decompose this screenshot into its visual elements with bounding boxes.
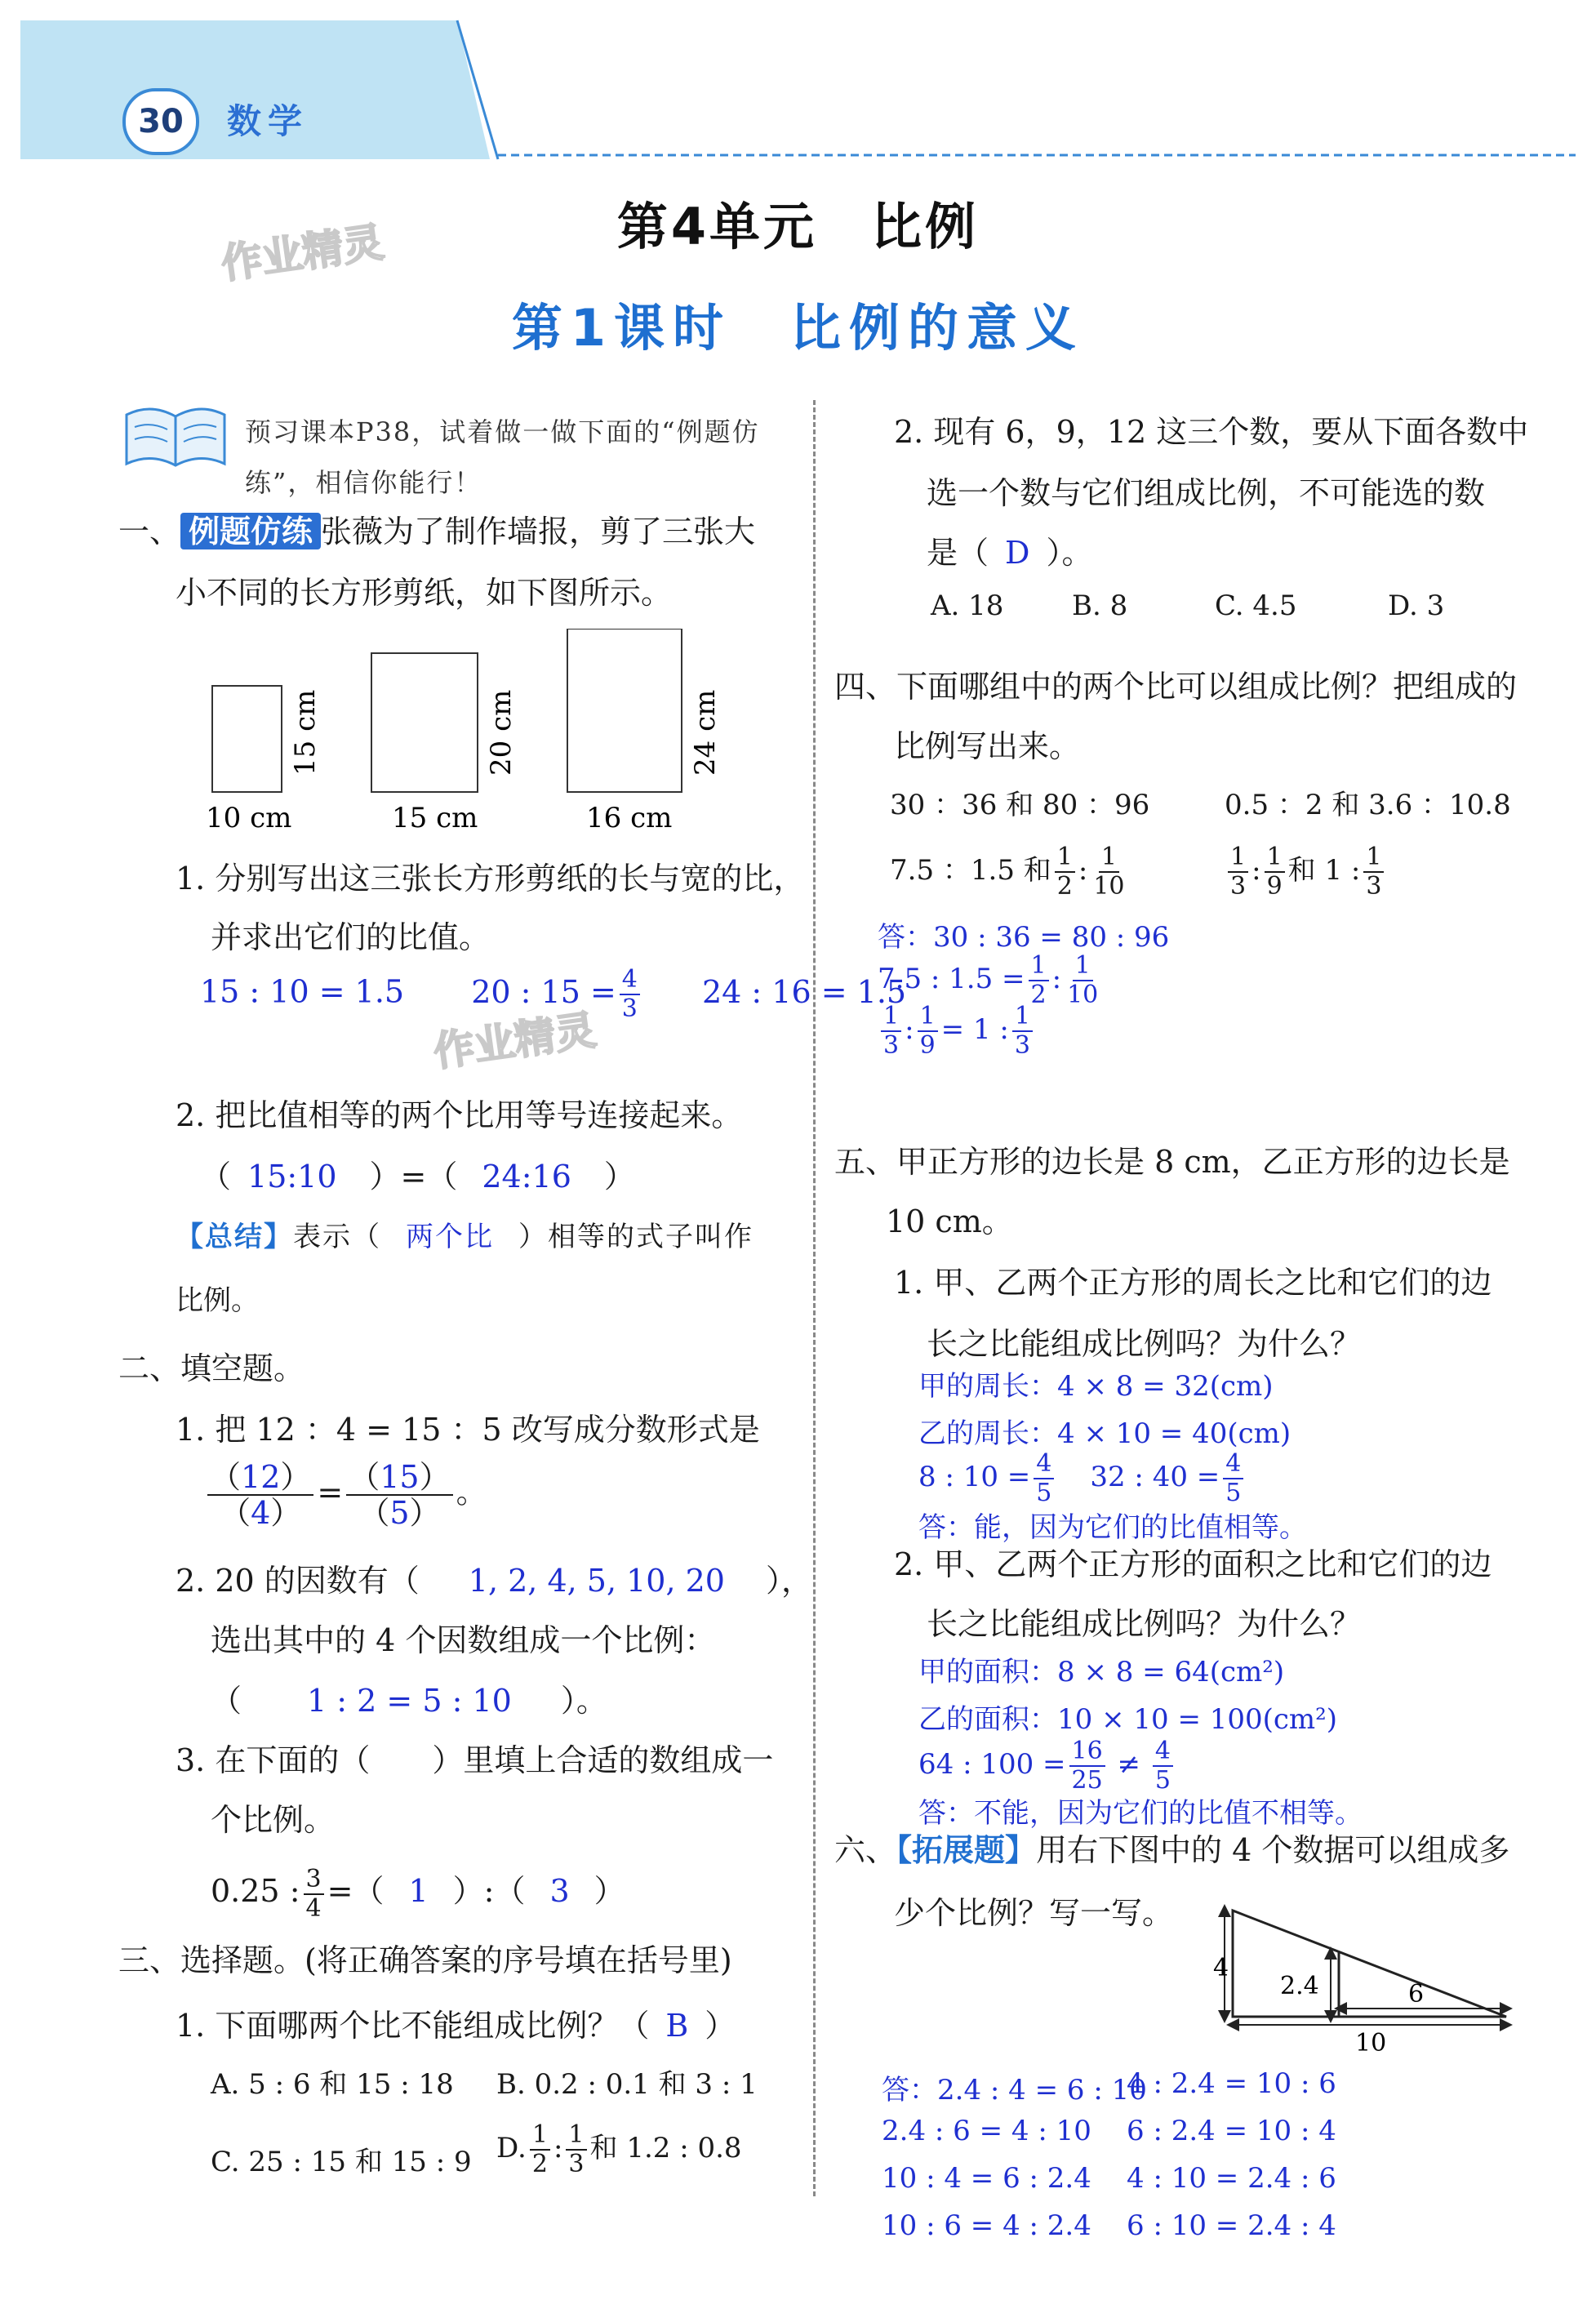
q4-answer2: 7.5 : 1.5 = $\frac{1}{2}$ : $\frac{1}{10}$ bbox=[878, 951, 1099, 1009]
fig-value-6: 6 bbox=[1408, 1980, 1425, 2009]
q1-tag: 例题仿练 bbox=[180, 513, 321, 549]
q1-sub1-line2: 并求出它们的比值。 bbox=[211, 919, 491, 955]
q2-heading: 二、填空题。 bbox=[118, 1350, 305, 1386]
subject-label: 数学 bbox=[227, 101, 309, 141]
q2-sub2-line2: 选出其中的 4 个因数组成一个比例： bbox=[211, 1622, 716, 1658]
q2-sub2-answer: （ 1 : 2 = 5 : 10 ）。 bbox=[211, 1683, 607, 1719]
q6-heading: 六、【拓展题】用右下图中的 4 个数据可以组成多 bbox=[834, 1831, 1510, 1868]
q4-group1: 30 ：36 和 80 ：96 bbox=[890, 789, 1150, 821]
q5-sub2-line1: 2. 甲、乙两个正方形的面积之比和它们的边 bbox=[894, 1546, 1492, 1582]
q1-sub2: 2. 把比值相等的两个比用等号连接起来。 bbox=[176, 1097, 743, 1133]
rect-small-width: 10 cm bbox=[206, 802, 292, 834]
q2-sub3-answer: 0.25 : $\frac{3}{4}$ =（ 1 ）:（ 3 ） bbox=[211, 1864, 625, 1923]
answer-ratio-c: 24 : 16 = 1.5 bbox=[701, 973, 907, 1010]
q3-sub1: 1. 下面哪两个比不能组成比例？（ B ） bbox=[176, 2008, 736, 2044]
page-number: 30 bbox=[122, 88, 199, 155]
rect-medium-width: 15 cm bbox=[392, 802, 478, 834]
q5-b1: 甲的面积：8 × 8 = 64(cm²) bbox=[918, 1656, 1285, 1688]
q3-sub2-line1: 2. 现有 6，9，12 这三个数，要从下面各数中 bbox=[894, 414, 1529, 450]
triangle-figure bbox=[1208, 1894, 1518, 2058]
q4-group2: 0.5 ：2 和 3.6 ：10.8 bbox=[1225, 789, 1511, 821]
lesson-title: 第1课时 比例的意义 bbox=[511, 298, 1085, 358]
q1-heading bbox=[118, 506, 755, 551]
preview-note: 预习课本P38，试着做一做下面的“例题仿练”，相信你能行！ bbox=[245, 416, 760, 498]
q5-sub1-line2: 长之比能组成比例吗？为什么？ bbox=[927, 1326, 1362, 1362]
q2-sub3-line2: 个比例。 bbox=[211, 1802, 336, 1838]
q2-sub2: 2. 20 的因数有（ 1, 2, 4, 5, 10, 20 ）， bbox=[176, 1563, 813, 1599]
q4-answer1: 答：30 : 36 = 80 : 96 bbox=[878, 921, 1170, 954]
rect-small-height: 15 cm bbox=[289, 689, 322, 776]
watermark: 作业精灵 bbox=[430, 1006, 599, 1076]
q5-a1: 甲的周长：4 × 8 = 32(cm) bbox=[918, 1370, 1274, 1403]
q5-a3: 8 : 10 = $\frac{4}{5}$ 32 : 40 = $\frac{4}{5}$ bbox=[918, 1452, 1247, 1506]
answer-ratio-b: 20 : 15 = bbox=[471, 973, 616, 1010]
q5-a2: 乙的周长：4 × 10 = 40(cm) bbox=[918, 1417, 1291, 1450]
q3-sub2-line3: 是（ D ）。 bbox=[927, 535, 1093, 571]
q4-answer3: $\frac{1}{3}$ : $\frac{1}{9}$ = 1 : $\frac{1}{3}$ bbox=[878, 1004, 1036, 1058]
q3-sub2-line2: 选一个数与它们组成比例，不可能选的数 bbox=[927, 475, 1486, 511]
q4-group4: $\frac{1}{3}$ : $\frac{1}{9}$ 和 1 : $\frac{1}{3}$ bbox=[1225, 845, 1387, 899]
q1-answer1 bbox=[200, 965, 907, 1023]
q5-a4: 答：能，因为它们的比值相等。 bbox=[918, 1511, 1307, 1544]
q4-line1: 四、下面哪组中的两个比可以组成比例？把组成的 bbox=[834, 669, 1518, 705]
q6-answer: 10 : 6 = 4 : 2.4 bbox=[882, 2209, 1091, 2242]
q6-answer: 10 : 4 = 6 : 2.4 bbox=[882, 2162, 1091, 2195]
rect-small bbox=[212, 686, 282, 792]
fig-value-10: 10 bbox=[1355, 2029, 1387, 2058]
q3-optB: B. 0.2 : 0.1 和 3 : 1 bbox=[496, 2068, 758, 2101]
rect-medium bbox=[371, 653, 478, 792]
q1-summary-line2: 比例。 bbox=[176, 1284, 259, 1317]
q1-summary: 【总结】表示（ 两个比 ）相等的式子叫作 bbox=[176, 1221, 754, 1253]
q2-sub1-answer: $\frac{(12)}{(4)}$ = $\frac{(15)}{(5)}$ 。 bbox=[204, 1461, 487, 1528]
q1-sub1-line1: 1. 分别写出这三张长方形剪纸的长与宽的比， bbox=[176, 861, 805, 896]
rect-medium-height: 20 cm bbox=[485, 689, 518, 776]
fig-value-4: 4 bbox=[1213, 1954, 1229, 1982]
rect-large bbox=[567, 629, 682, 792]
unit-title: 第4单元 比例 bbox=[616, 197, 980, 256]
q2-sub1: 1. 把 12 ：4 = 15 ：5 改写成分数形式是 bbox=[176, 1412, 760, 1448]
q4-group3: 7.5 ：1.5 和 $\frac{1}{2}$ : $\frac{1}{10}$ bbox=[890, 843, 1125, 901]
fig-value-2.4: 2.4 bbox=[1280, 1972, 1319, 2000]
q3-heading: 三、选择题。(将正确答案的序号填在括号里) bbox=[118, 1942, 732, 1978]
q5-sub2-line2: 长之比能组成比例吗？为什么？ bbox=[927, 1606, 1362, 1642]
q3-optA: A. 5 : 6 和 15 : 18 bbox=[211, 2068, 454, 2101]
q3-sub2-optC: C. 4.5 bbox=[1215, 589, 1297, 622]
q1-intro-line1: 张薇为了制作墙报，剪了三张大 bbox=[321, 514, 756, 549]
q1-answer2: （ 15:10 ）=（ 24:16 ） bbox=[200, 1159, 635, 1194]
q5-b3: 64 : 100 = $\frac{16}{25}$ ≠ $\frac{4}{5}$ bbox=[918, 1739, 1176, 1793]
q5-sub1-line1: 1. 甲、乙两个正方形的周长之比和它们的边 bbox=[894, 1265, 1492, 1301]
column-divider bbox=[813, 400, 816, 2196]
rectangles-figure bbox=[196, 629, 735, 841]
q2-sub3-line1: 3. 在下面的（ ）里填上合适的数组成一 bbox=[176, 1742, 774, 1778]
q5-line2: 10 cm。 bbox=[886, 1203, 1013, 1239]
q3-sub2-optD: D. 3 bbox=[1388, 589, 1445, 622]
book-icon bbox=[118, 398, 233, 472]
answer-ratio-a: 15 : 10 = 1.5 bbox=[200, 973, 405, 1010]
rect-large-width: 16 cm bbox=[586, 802, 673, 834]
q6-answer: 2.4 : 6 = 4 : 10 bbox=[882, 2115, 1091, 2147]
q3-sub2-optB: B. 8 bbox=[1072, 589, 1128, 622]
q1-intro-line2: 小不同的长方形剪纸，如下图所示。 bbox=[176, 575, 673, 611]
rect-large-height: 24 cm bbox=[689, 689, 722, 776]
q3-optC: C. 25 : 15 和 15 : 9 bbox=[211, 2146, 472, 2178]
watermark: 作业精灵 bbox=[218, 218, 387, 288]
q6-line2: 少个比例？写一写。 bbox=[894, 1895, 1174, 1931]
q3-optD: D. $\frac{1}{2}$ : $\frac{1}{3}$ 和 1.2 : 0.8 bbox=[496, 2120, 742, 2178]
q1-label: 一、 bbox=[118, 514, 181, 549]
q6-answer: 6 : 10 = 2.4 : 4 bbox=[1127, 2209, 1336, 2242]
q6-answer: 4 : 2.4 = 10 : 6 bbox=[1127, 2067, 1336, 2100]
q5-b4: 答：不能，因为它们的比值不相等。 bbox=[918, 1797, 1363, 1830]
q6-answer: 答：2.4 : 4 = 6 : 10 bbox=[882, 2074, 1147, 2106]
q5-line1: 五、甲正方形的边长是 8 cm，乙正方形的边长是 bbox=[834, 1144, 1510, 1180]
q5-b2: 乙的面积：10 × 10 = 100(cm²) bbox=[918, 1703, 1338, 1736]
q4-line2: 比例写出来。 bbox=[894, 728, 1081, 764]
q6-answer: 4 : 10 = 2.4 : 6 bbox=[1127, 2162, 1336, 2195]
fraction: $\frac{4}{3}$ bbox=[620, 968, 640, 1021]
q3-sub2-optA: A. 18 bbox=[931, 589, 1004, 622]
q6-answer: 6 : 2.4 = 10 : 4 bbox=[1127, 2115, 1336, 2147]
